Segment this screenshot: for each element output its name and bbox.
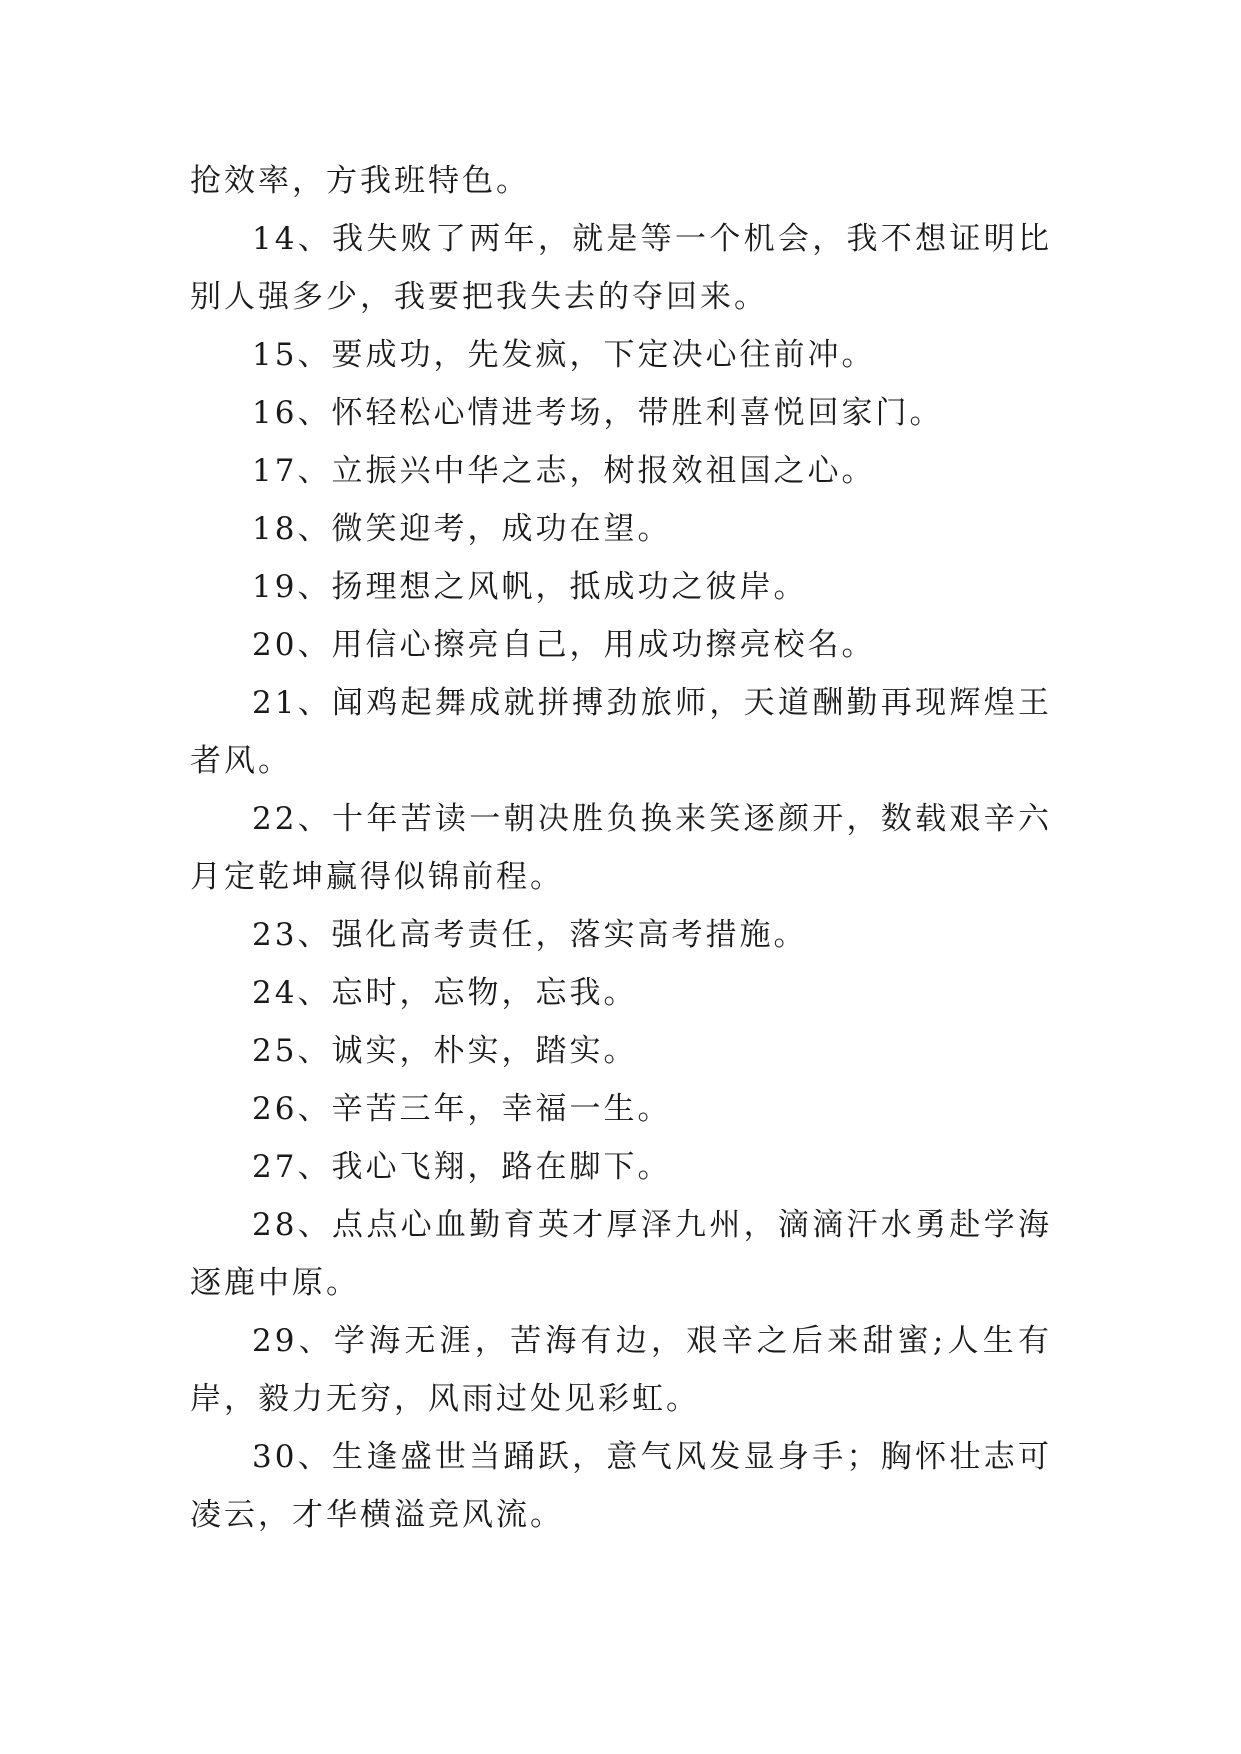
slogan-25: 25、诚实，朴实，踏实。: [252, 1033, 638, 1069]
slogan-20: 20、用信心擦亮自己，用成功擦亮校名。: [252, 627, 876, 663]
slogan-23: 23、强化高考责任，落实高考措施。: [252, 917, 808, 953]
slogan-24: 24、忘时，忘物，忘我。: [252, 975, 638, 1011]
paragraph-continuation: 抢效率，方我班特色。: [190, 163, 530, 199]
document-body: [190, 152, 1052, 1544]
slogan-14: 14、我失败了两年，就是等一个机会，我不想证明比别人强多少，我要把我失去的夺回来。: [190, 221, 1052, 315]
slogan-27: 27、我心飞翔，路在脚下。: [252, 1149, 672, 1185]
slogan-16: 16、怀轻松心情进考场，带胜利喜悦回家门。: [252, 395, 944, 431]
slogan-21: 21、闻鸡起舞成就拼搏劲旅师，天道酬勤再现辉煌王者风。: [190, 685, 1052, 779]
slogan-18: 18、微笑迎考，成功在望。: [252, 511, 672, 547]
slogan-19: 19、扬理想之风帆，抵成功之彼岸。: [252, 569, 808, 605]
slogan-29: 29、学海无涯，苦海有边，艰辛之后来甜蜜;人生有岸，毅力无穷，风雨过处见彩虹。: [190, 1323, 1052, 1417]
slogan-30: 30、生逢盛世当踊跃，意气风发显身手；胸怀壮志可凌云，才华横溢竞风流。: [190, 1439, 1052, 1533]
slogan-15: 15、要成功，先发疯，下定决心往前冲。: [252, 337, 876, 373]
slogan-17: 17、立振兴中华之志，树报效祖国之心。: [252, 453, 876, 489]
slogan-28: 28、点点心血勤育英才厚泽九州，滴滴汗水勇赴学海逐鹿中原。: [190, 1207, 1052, 1301]
slogan-22: 22、十年苦读一朝决胜负换来笑逐颜开，数载艰辛六月定乾坤赢得似锦前程。: [190, 801, 1052, 895]
slogan-26: 26、辛苦三年，幸福一生。: [252, 1091, 672, 1127]
